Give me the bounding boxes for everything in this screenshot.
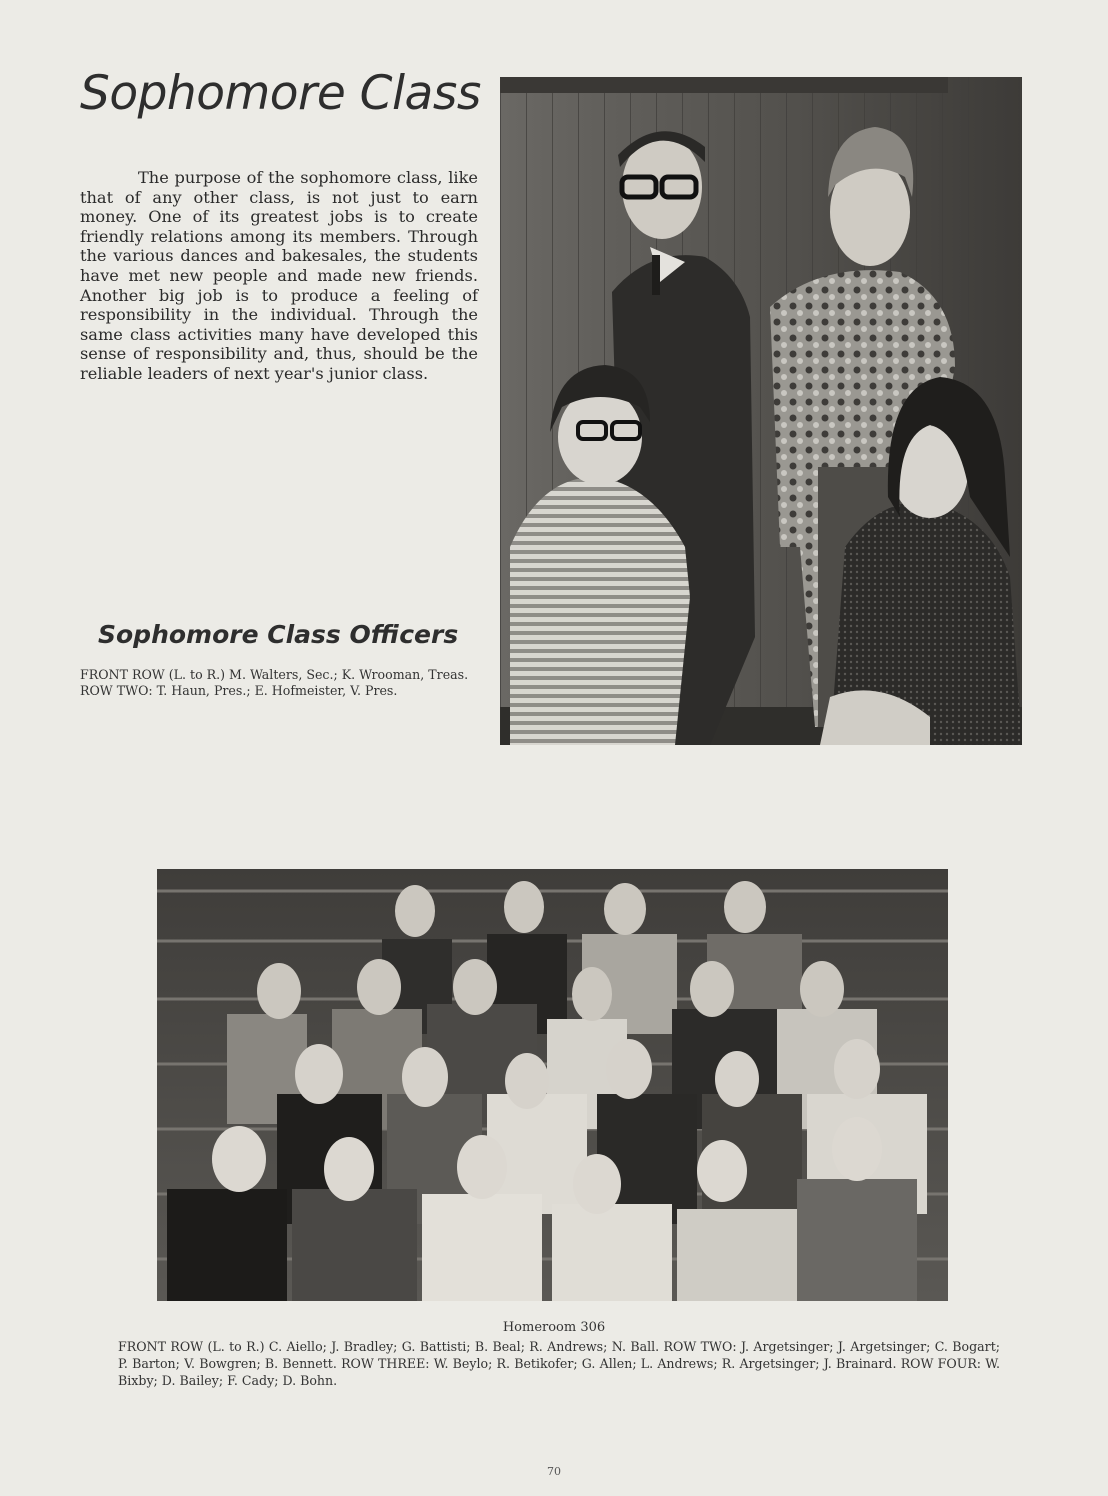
homeroom-title: Homeroom 306 xyxy=(502,1320,606,1335)
page-title: Sophomore Class xyxy=(80,66,481,121)
officers-heading: Sophomore Class Officers xyxy=(98,620,459,649)
intro-paragraph: The purpose of the sophomore class, like that of any other class, is not just to earn money. One of its greatest jobs is to create friendly relations among its members. Through the various dances and bakesales, the students have met new people and made new friends. Another big job is to produce a feeling of responsibility in the individual. Through the same class activities many have developed this sense of responsibility and, thus, should be the reliable leaders of next year's junior class. xyxy=(80,168,478,383)
officers-caption: FRONT ROW (L. to R.) M. Walters, Sec.; K. Wrooman, Treas. ROW TWO: T. Haun, Pres.; E. Hofmeister, V. Pres. xyxy=(80,667,469,698)
page-number: 70 xyxy=(547,1465,561,1478)
homeroom-caption: FRONT ROW (L. to R.) C. Aiello; J. Bradley; G. Battisti; B. Beal; R. Andrews; N. Ball. ROW TWO: J. Argetsinger; J. Argetsinger; C. Bogart; P. Barton; V. Bowgren; B. Bennett. ROW THREE: W. Beylo; R. Betikofer; G. Allen; L. Andrews; R. Argetsinger; J. Brainard. ROW FOUR: W. Bixby; D. Bailey; F. Cady; D. Bohn. xyxy=(118,1339,1000,1388)
homeroom-photo xyxy=(157,869,948,1301)
officers-photo xyxy=(500,77,1022,745)
